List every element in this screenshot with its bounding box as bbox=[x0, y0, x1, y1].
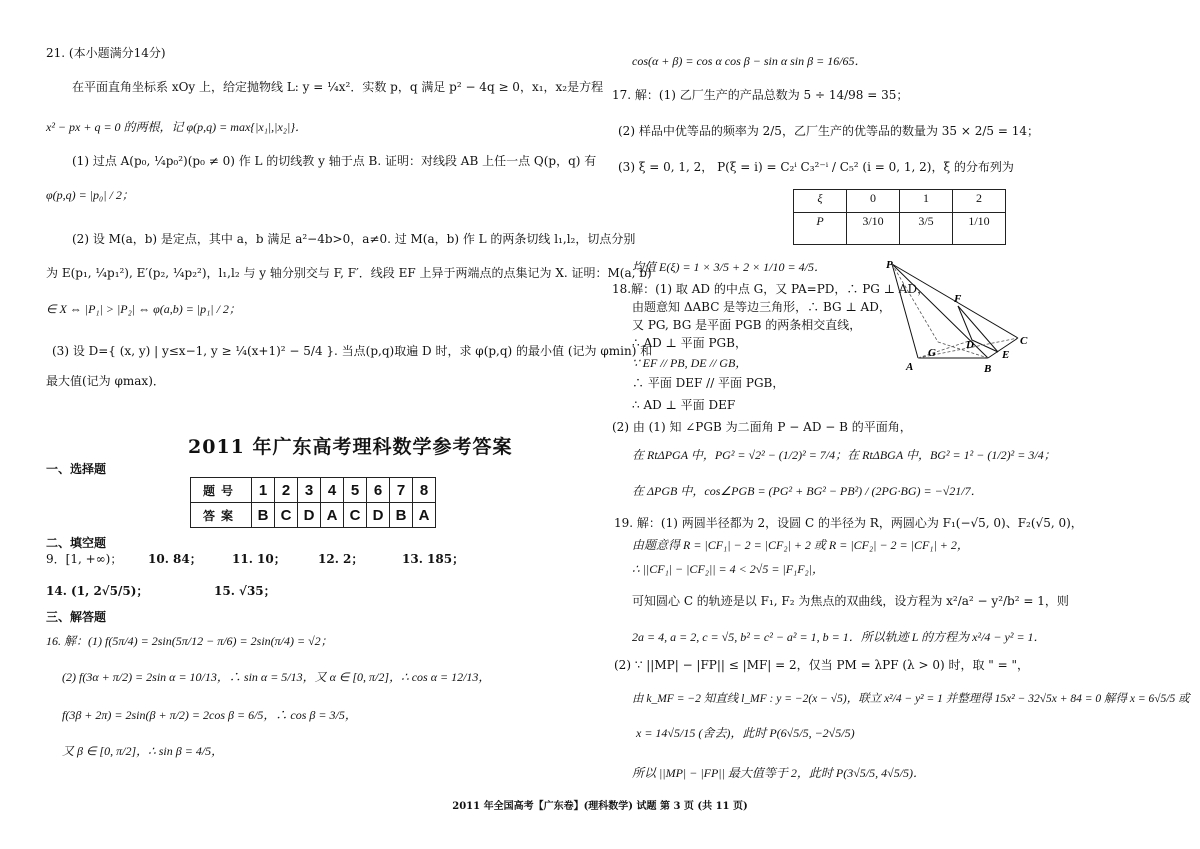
fill-answer-10: 10. 84； bbox=[148, 552, 202, 566]
q18-line8: (2) 由 (1) 知 ∠PGB 为二面角 P − AD − B 的平面角， bbox=[612, 420, 912, 434]
table-head-answer: 答案 bbox=[191, 503, 252, 528]
distribution-probs-row bbox=[794, 213, 1006, 245]
fill-answer-12: 12. 2； bbox=[318, 552, 364, 566]
table-answer-cell: A bbox=[321, 503, 344, 528]
label-G: G bbox=[928, 347, 936, 359]
distribution-table bbox=[793, 189, 1006, 245]
q18-line6: ∴ 平面 DEF // 平面 PGB， bbox=[632, 376, 785, 390]
q21-intro-1: 在平面直角坐标系 xOy 上，给定抛物线 L: y = ¼x²．实数 p，q 满足 p² − 4q ≥ 0，x₁，x₂是方程 bbox=[72, 80, 604, 94]
q18-line2: 由题意知 ΔABC 是等边三角形，∴ BG ⊥ AD， bbox=[632, 300, 891, 314]
table-answer-cell: A bbox=[413, 503, 436, 528]
table-head-number: 题号 bbox=[191, 478, 252, 503]
label-B: B bbox=[984, 363, 992, 375]
q19-line9: 所以 ||MP| − |FP|| 最大值等于 2，此时 P(3√5/5, 4√5/5)． bbox=[632, 766, 926, 780]
fill-answer-13: 13. 185； bbox=[402, 552, 465, 566]
table-number-cell: 4 bbox=[321, 478, 344, 503]
table-answer-cell: C bbox=[275, 503, 298, 528]
dist-p-label: P bbox=[794, 213, 847, 245]
dist-value-cell: 0 bbox=[847, 190, 900, 213]
q17-part3: (3) ξ = 0, 1, 2， P(ξ = i) = C₂ⁱ C₃²⁻ⁱ / C₅² (i = 0, 1, 2)，ξ 的分布列为 bbox=[618, 160, 1014, 174]
label-E: E bbox=[1002, 349, 1010, 361]
dist-prob-cell: 1/10 bbox=[953, 213, 1006, 245]
table-number-cell: 6 bbox=[367, 478, 390, 503]
q18-line3: 又 PG, BG 是平面 PGB 的两条相交直线， bbox=[632, 318, 862, 332]
label-F: F bbox=[954, 293, 962, 305]
label-C: C bbox=[1020, 335, 1028, 347]
q17-part1: 17. 解：(1) 乙厂生产的产品总数为 5 ÷ 14/98 = 35； bbox=[612, 88, 909, 102]
q21-header: 21. (本小题满分14分) bbox=[46, 46, 166, 60]
answers-title: 2011 年广东高考理科数学参考答案 bbox=[188, 436, 513, 458]
table-answer-cell: D bbox=[367, 503, 390, 528]
fill-answer-14: 14. (1, 2√5/5)； bbox=[46, 584, 149, 598]
table-number-cell: 8 bbox=[413, 478, 436, 503]
q17-part2: (2) 样品中优等品的频率为 2/5，乙厂生产的优等品的数量为 35 × 2/5 = 14； bbox=[618, 124, 1039, 138]
edge-pa bbox=[892, 264, 918, 358]
q19-line3: ∴ ||CF₁| − |CF₂|| = 4 < 2√5 = |F₁F₂|， bbox=[632, 562, 825, 576]
section-choice: 一、选择题 bbox=[46, 462, 107, 476]
table-number-cell: 2 bbox=[275, 478, 298, 503]
q16-part1: 16. 解：(1) f(5π/4) = 2sin(5π/12 − π/6) = 2sin(π/4) = √2； bbox=[46, 634, 333, 648]
table-number-cell: 7 bbox=[390, 478, 413, 503]
q21-part2-b: 为 E(p₁, ¼p₁²), E′(p₂, ¼p₂²)，l₁,l₂ 与 y 轴分别交与 F, F′．线段 EF 上异于两端点的点集记为 X. 证明：M(a, b) bbox=[46, 266, 652, 280]
q19-line8: x = 14√5/15 (舍去)，此时 P(6√5/5, −2√5/5) bbox=[636, 726, 855, 740]
q21-intro-2: x² − px + q = 0 的两根，记 φ(p,q) = max{|x₁|,|x₂|}． bbox=[46, 120, 308, 134]
dist-value-cell: 2 bbox=[953, 190, 1006, 213]
q19-line7: 由 k_MF = −2 知直线 l_MF : y = −2(x − √5)，联立 x²/4 − y² = 1 并整理得 15x² − 32√5x + 84 = 0 解得 x = 6√5/5 或 bbox=[632, 693, 1190, 705]
section-fill: 二、填空题 bbox=[46, 536, 107, 550]
fill-answer-9: 9．[1, +∞)； bbox=[46, 552, 123, 566]
q21-part3-a: (3) 设 D={ (x, y) | y≤x−1, y ≥ ¼(x+1)² − 5/4 }. 当点(p,q)取遍 D 时，求 φ(p,q) 的最小值 (记为 φmin) 和 bbox=[52, 344, 653, 358]
table-number-cell: 3 bbox=[298, 478, 321, 503]
answer-table-answers-row bbox=[191, 503, 436, 528]
q21-part2-a: (2) 设 M(a，b) 是定点，其中 a，b 满足 a²−4b>0，a≠0. 过 M(a，b) 作 L 的两条切线 l₁,l₂，切点分别 bbox=[72, 232, 636, 246]
q18-line9: 在 RtΔPGA 中，PG² = √2² − (1/2)² = 7/4；在 RtΔBGA 中，BG² = 1² − (1/2)² = 3/4； bbox=[632, 448, 1056, 462]
q21-part1-a: (1) 过点 A(p₀, ¼p₀²)(p₀ ≠ 0) 作 L 的切线教 y 轴于点 B. 证明：对线段 AB 上任一点 Q(p，q) 有 bbox=[72, 154, 597, 168]
table-answer-cell: C bbox=[344, 503, 367, 528]
table-number-cell: 1 bbox=[252, 478, 275, 503]
page-footer: 2011 年全国高考【广东卷】(理科数学) 试题 第 3 页 (共 11 页) bbox=[452, 801, 748, 812]
label-D: D bbox=[966, 339, 974, 351]
q19-line1: 19. 解：(1) 两圆半径都为 2，设圆 C 的半径为 R，两圆心为 F₁(−√5, 0)、F₂(√5, 0)， bbox=[614, 516, 1083, 530]
q19-line6: (2) ∵ ||MP| − |FP|| ≤ |MF| = 2，仅当 PM = λPF (λ > 0) 时，取 " = "， bbox=[614, 658, 1029, 672]
q19-line2: 由题意得 R = |CF₁| − 2 = |CF₂| + 2 或 R = |CF₂| − 2 = |CF₁| + 2， bbox=[632, 538, 969, 552]
q17-mean: 均值 E(ξ) = 1 × 3/5 + 2 × 1/10 = 4/5． bbox=[632, 260, 826, 274]
q19-line5: 2a = 4, a = 2, c = √5, b² = c² − a² = 1, b = 1．所以轨迹 L 的方程为 x²/4 − y² = 1． bbox=[632, 630, 1046, 644]
table-number-cell: 5 bbox=[344, 478, 367, 503]
pyramid-figure bbox=[880, 258, 1050, 378]
q21-part1-b: φ(p,q) = |p₀| / 2； bbox=[46, 188, 134, 202]
dist-value-cell: 1 bbox=[900, 190, 953, 213]
table-answer-cell: D bbox=[298, 503, 321, 528]
label-A: A bbox=[906, 361, 914, 373]
q19-line4: 可知圆心 C 的轨迹是以 F₁, F₂ 为焦点的双曲线，设方程为 x²/a² − y²/b² = 1，则 bbox=[632, 594, 1069, 608]
dist-xi-label: ξ bbox=[794, 190, 847, 213]
q18-line5: ∵ EF // PB, DE // GB， bbox=[632, 356, 748, 370]
dist-prob-cell: 3/10 bbox=[847, 213, 900, 245]
distribution-values-row bbox=[794, 190, 1006, 213]
q16-part4: 又 β ∈ [0, π/2]，∴ sin β = 4/5， bbox=[62, 744, 224, 758]
label-P: P bbox=[886, 259, 893, 271]
q16-part3: f(3β + 2π) = 2sin(β + π/2) = 2cos β = 6/5，∴ cos β = 3/5， bbox=[62, 708, 357, 722]
edge-fe bbox=[958, 306, 998, 352]
q16-part2: (2) f(3α + π/2) = 2sin α = 10/13，∴ sin α = 5/13，又 α ∈ [0, π/2]，∴ cos α = 12/13， bbox=[62, 670, 491, 684]
answer-table-numbers-row bbox=[191, 478, 436, 503]
table-answer-cell: B bbox=[390, 503, 413, 528]
section-solutions: 三、解答题 bbox=[46, 610, 107, 624]
q18-line4: ∴ AD ⊥ 平面 PGB， bbox=[632, 336, 747, 350]
q18-line7: ∴ AD ⊥ 平面 DEF bbox=[632, 398, 736, 412]
cos-alpha-beta-line: cos(α + β) = cos α cos β − sin α sin β = 16/65． bbox=[632, 54, 867, 68]
answer-table bbox=[190, 477, 436, 528]
q21-part2-c: ∈ X ⇔ |P₁| > |P₂| ⇔ φ(a,b) = |p₁| / 2； bbox=[46, 302, 241, 316]
q18-line1: 18.解：(1) 取 AD 的中点 G，又 PA=PD，∴ PG ⊥ AD， bbox=[612, 282, 930, 296]
fill-answer-15: 15. √35； bbox=[214, 584, 276, 598]
dist-prob-cell: 3/5 bbox=[900, 213, 953, 245]
q21-part3-b: 最大值(记为 φmax)． bbox=[46, 374, 165, 388]
edge-pg-hidden bbox=[892, 264, 938, 342]
table-answer-cell: B bbox=[252, 503, 275, 528]
q18-line10: 在 ΔPGB 中，cos∠PGB = (PG² + BG² − PB²) / (2PG·BG) = −√21/7． bbox=[632, 484, 983, 498]
fill-answer-11: 11. 10； bbox=[232, 552, 286, 566]
